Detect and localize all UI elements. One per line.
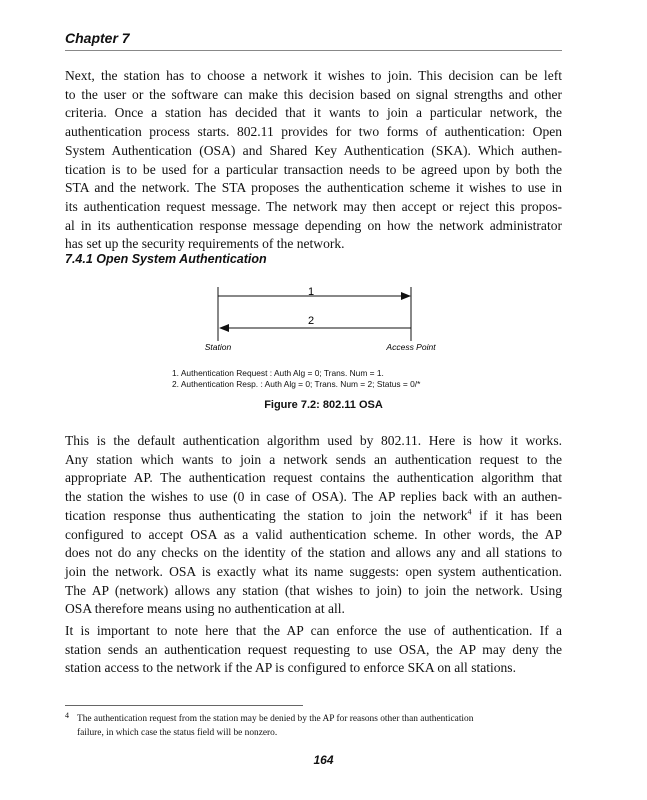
station-label: Station [204, 342, 232, 352]
text-line: OSA therefore means using no authentication at all. [65, 601, 345, 617]
text-line: tication is to be used for a particular transaction needs to be agreed upon by both the [65, 161, 562, 177]
text-line: does not do any checks on the identity of the station and allows any and all stations to [65, 545, 562, 561]
text-line: the station the wishes to use (0 in case of OSA). The AP replies back with an authen- [65, 489, 562, 505]
paragraph-2 [65, 432, 562, 619]
paragraph-3 [65, 622, 562, 678]
footnote-marker: 4 [65, 711, 69, 720]
text-line: STA and the network. The STA proposes the authentication scheme it wishes to use in [65, 180, 562, 196]
text-line: its authentication request message. The network may then accept or reject this propos- [65, 198, 562, 214]
text-line: join the network. OSA is exactly what its name suggests: open system authentication. [65, 563, 562, 579]
figure-caption: Figure 7.2: 802.11 OSA [264, 399, 383, 411]
text-line: authentication process starts. 802.11 provides for two forms of authentication: Open [65, 124, 562, 140]
arrow-response-label: 2 [307, 315, 315, 327]
text-line: The AP (network) allows any station (that wishes to join) to join the network. Using [65, 582, 562, 598]
legend-item: 1. Authentication Request : Auth Alg = 0; Trans. Num = 1. [172, 368, 384, 378]
text-line: station access to the network if the AP is configured to enforce SKA on all stations. [65, 660, 516, 676]
text-line: appropriate AP. The authentication request contains the authentication algorithm that [65, 470, 562, 486]
text-line: al in its authentication response message depending on how the network administrator [65, 217, 562, 233]
figure-legend [172, 368, 420, 390]
text-fragment: if it has been [471, 507, 562, 523]
chapter-header: Chapter 7 [65, 30, 130, 46]
text-line: Any station which wants to join a network sends an authentication request to the [65, 451, 562, 467]
text-line: criteria. Once a station has decided that it wants to join a particular network, the [65, 105, 562, 121]
text-line: Next, the station has to choose a network it wishes to join. This decision can be left [65, 68, 562, 83]
text-line [65, 507, 562, 526]
footnote-rule [65, 705, 303, 706]
text-line: It is important to note here that the AP can enforce the use of authentication. If a [65, 623, 562, 638]
text-line: This is the default authentication algorithm used by 802.11. Here is how it works. [65, 433, 562, 448]
footnote-line: The authentication request from the station may be denied by the AP for reasons other than authentication [77, 714, 474, 724]
text-fragment: tication response thus authenticating the station to join the network [65, 507, 468, 523]
arrow-request-label: 1 [307, 286, 315, 298]
page-number: 164 [313, 753, 334, 767]
text-line: to the user or the software can make this decision based on signal strengths and other [65, 86, 562, 102]
text-line: station sends an authentication request requesting to use OSA, the AP may deny the [65, 641, 562, 657]
text-line: has set up the security requirements of the network. [65, 236, 345, 252]
ap-label: Access Point [386, 342, 436, 352]
section-heading: 7.4.1 Open System Authentication [65, 252, 267, 266]
footnote [65, 712, 562, 740]
footnote-reference: 4 [467, 507, 472, 517]
footnote-line: failure, in which case the status field will be nonzero. [77, 728, 278, 738]
legend-item: 2. Authentication Resp. : Auth Alg = 0; Trans. Num = 2; Status = 0/* [172, 379, 421, 389]
text-line: System Authentication (OSA) and Shared Key Authentication (SKA). Which authen- [65, 142, 562, 158]
text-line: configured to accept OSA as a valid authentication scheme. In other words, the AP [65, 526, 562, 542]
